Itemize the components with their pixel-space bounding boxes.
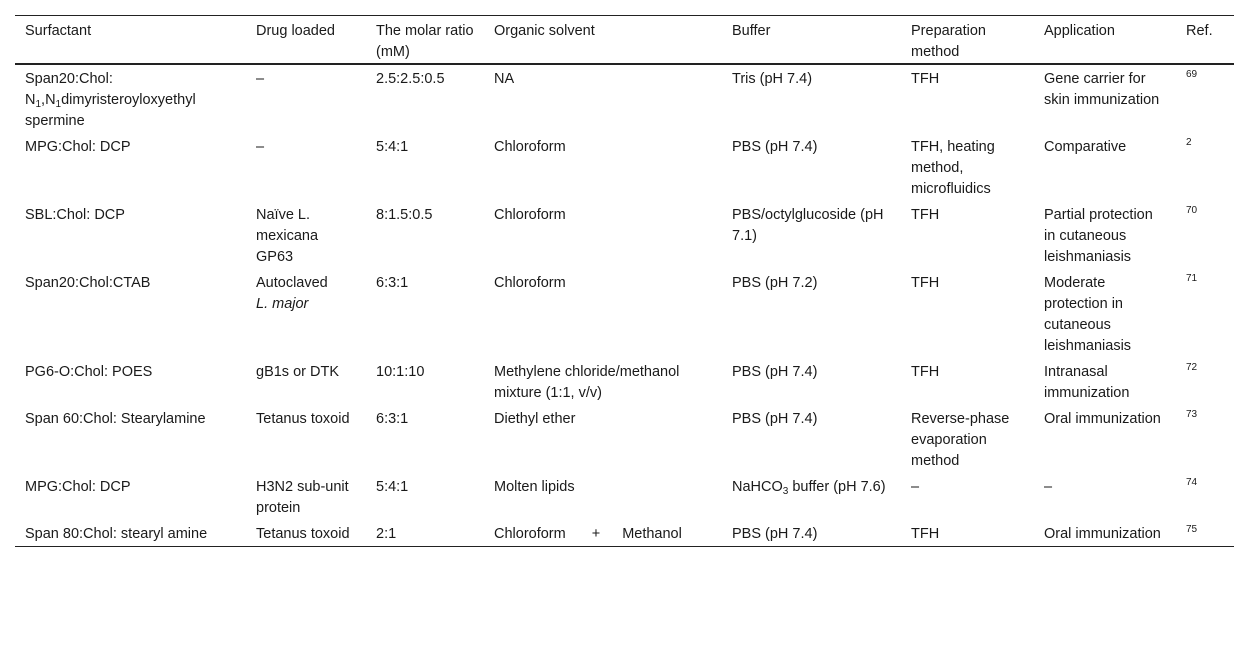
header-drug-loaded: Drug loaded xyxy=(256,23,335,39)
cell-molar: 6:3:1 xyxy=(376,411,409,427)
cell-buffer: PBS (pH 7.4) xyxy=(732,139,818,155)
cell-application: Gene carrier for skin immunization xyxy=(1044,71,1160,108)
cell-prep: Reverse-phase evaporation method xyxy=(911,411,1010,469)
cell-solvent: Diethyl ether xyxy=(494,411,576,427)
cell-surfactant: Span 60:Chol: Stearylamine xyxy=(25,411,206,427)
cell-prep: TFH xyxy=(911,364,940,380)
cell-ref: 73 xyxy=(1186,409,1198,420)
header-preparation-method: Preparation method xyxy=(911,23,986,60)
cell-molar: 5:4:1 xyxy=(376,479,409,495)
cell-prep: TFH xyxy=(911,207,940,223)
cell-buffer: Tris (pH 7.4) xyxy=(732,71,813,87)
cell-solvent: Chloroform + Methanol xyxy=(494,526,682,542)
header-molar-ratio: The molar ratio (mM) xyxy=(376,23,474,60)
cell-surfactant: MPG:Chol: DCP xyxy=(25,479,131,495)
cell-molar: 8:1.5:0.5 xyxy=(376,207,433,223)
cell-ref: 2 xyxy=(1186,137,1192,148)
cell-solvent: Molten lipids xyxy=(494,479,575,495)
cell-drug: gB1s or DTK xyxy=(256,364,339,380)
cell-solvent: Chloroform xyxy=(494,207,566,223)
table-row xyxy=(15,473,1234,520)
table-row xyxy=(15,201,1234,269)
cell-buffer: PBS (pH 7.4) xyxy=(732,411,818,427)
cell-ref: 74 xyxy=(1186,477,1198,488)
cell-drug: Naïve L. mexicana GP63 xyxy=(256,207,319,265)
cell-prep: TFH xyxy=(911,275,940,291)
cell-drug: – xyxy=(256,71,265,87)
cell-surfactant: Span20:Chol: $N_1,N_1dimyristeroyloxyethyl$ spermine xyxy=(25,71,196,129)
table-container xyxy=(15,15,1234,547)
table-row xyxy=(15,133,1234,201)
cell-molar: 2.5:2.5:0.5 xyxy=(376,71,445,87)
cell-application: – xyxy=(1044,479,1053,495)
cell-molar: 5:4:1 xyxy=(376,139,409,155)
cell-surfactant: SBL:Chol: DCP xyxy=(25,207,125,223)
cell-application: Comparative xyxy=(1044,139,1127,155)
cell-drug: – xyxy=(256,139,265,155)
cell-buffer: PBS/octylglucoside (pH 7.1) xyxy=(732,207,884,244)
cell-surfactant: MPG:Chol: DCP xyxy=(25,139,131,155)
cell-prep: – xyxy=(911,479,920,495)
cell-prep: TFH, heating method, microfluidics xyxy=(911,139,995,197)
cell-molar: 2:1 xyxy=(376,526,397,542)
cell-ref: 72 xyxy=(1186,362,1198,373)
cell-ref: 69 xyxy=(1186,69,1198,80)
cell-application: Intranasal immunization xyxy=(1044,364,1130,401)
header-surfactant: Surfactant xyxy=(25,23,92,39)
cell-application: Partial protection in cutaneous leishmaniasis xyxy=(1044,207,1153,265)
cell-molar: 6:3:1 xyxy=(376,275,409,291)
cell-buffer: PBS (pH 7.2) xyxy=(732,275,818,291)
cell-solvent: Chloroform xyxy=(494,275,566,291)
header-row xyxy=(15,16,1234,65)
cell-application: Oral immunization xyxy=(1044,526,1161,542)
header-application: Application xyxy=(1044,23,1115,39)
cell-ref: 75 xyxy=(1186,524,1198,535)
cell-prep: TFH xyxy=(911,526,940,542)
cell-ref: 70 xyxy=(1186,205,1198,216)
cell-drug: H3N2 sub-unit protein xyxy=(256,479,349,516)
cell-surfactant: PG6-O:Chol: POES xyxy=(25,364,153,380)
cell-buffer: PBS (pH 7.4) xyxy=(732,364,818,380)
header-ref: Ref. xyxy=(1186,23,1213,39)
cell-prep: TFH xyxy=(911,71,940,87)
table-row xyxy=(15,64,1234,133)
cell-solvent: Methylene chloride/methanol mixture (1:1, v/v) xyxy=(494,364,680,401)
cell-application: Oral immunization xyxy=(1044,411,1161,427)
table-row xyxy=(15,358,1234,405)
cell-surfactant: Span 80:Chol: stearyl amine xyxy=(25,526,208,542)
header-organic-solvent: Organic solvent xyxy=(494,23,595,39)
cell-application: Moderate protection in cutaneous leishmaniasis xyxy=(1044,275,1132,354)
cell-molar: 10:1:10 xyxy=(376,364,425,380)
table-row xyxy=(15,269,1234,358)
cell-drug: Tetanus toxoid xyxy=(256,411,350,427)
cell-buffer: NaHCO$_3$ buffer (pH 7.6) xyxy=(732,479,886,497)
cell-buffer: PBS (pH 7.4) xyxy=(732,526,818,542)
header-buffer: Buffer xyxy=(732,23,771,39)
cell-solvent: Chloroform xyxy=(494,139,566,155)
niosome-table xyxy=(15,15,1234,547)
cell-drug: Autoclaved L. major xyxy=(256,275,328,312)
cell-solvent: NA xyxy=(494,71,515,87)
cell-drug: Tetanus toxoid xyxy=(256,526,350,542)
table-row xyxy=(15,405,1234,473)
table-row xyxy=(15,520,1234,547)
cell-ref: 71 xyxy=(1186,273,1198,284)
cell-surfactant: Span20:Chol:CTAB xyxy=(25,275,151,291)
